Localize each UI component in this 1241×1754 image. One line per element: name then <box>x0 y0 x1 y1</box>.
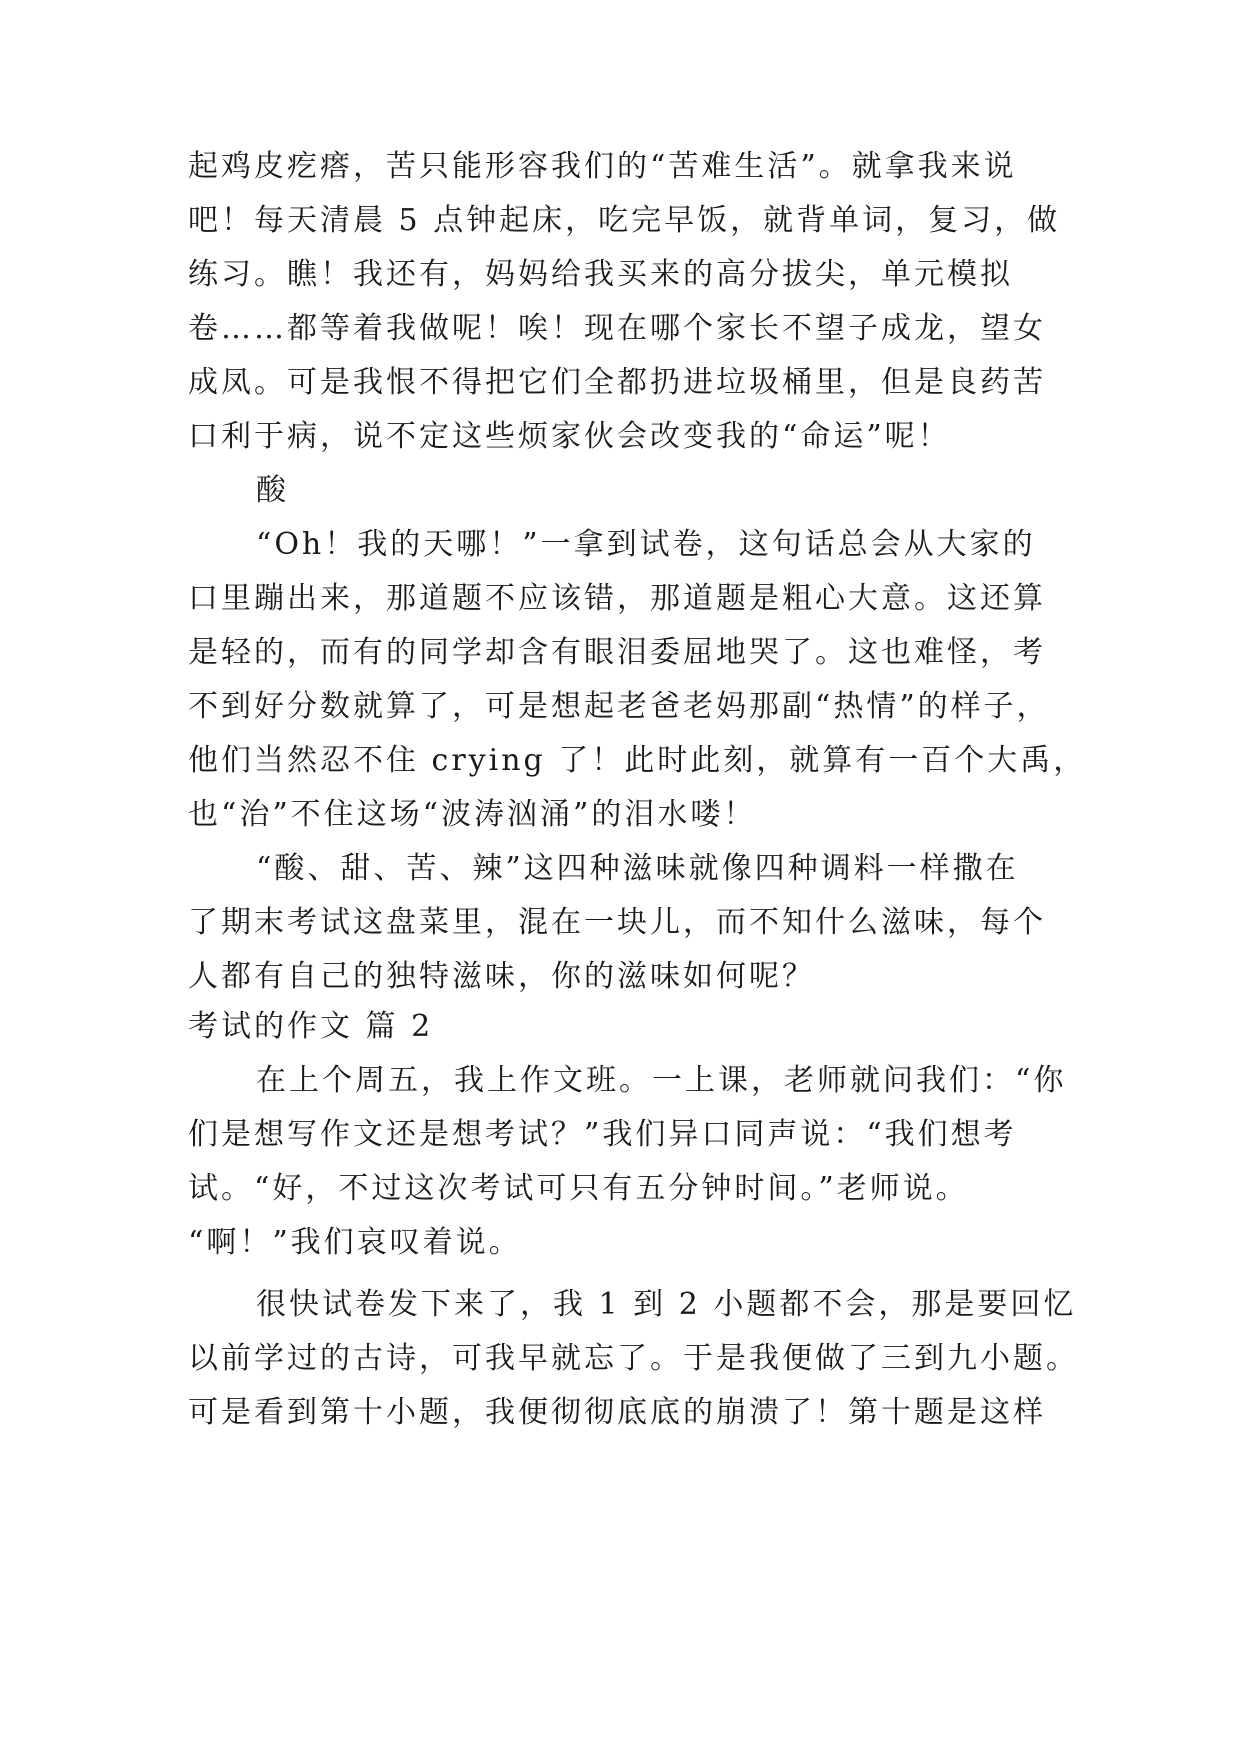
paragraph-line: 在上个周五，我上作文班。一上课，老师就问我们：“你 <box>256 1063 1067 1098</box>
paragraph-line: “啊！”我们哀叹着说。 <box>188 1225 522 1260</box>
paragraph-line: 可是看到第十小题，我便彻彻底底的崩溃了！第十题是这样 <box>188 1395 1046 1430</box>
paragraph-line: 很快试卷发下来了，我 1 到 2 小题都不会，那是要回忆 <box>256 1287 1077 1322</box>
paragraph-line: 他们当然忍不住 crying 了！此时此刻，就算有一百个大禹， <box>188 743 1087 778</box>
paragraph-line: 成凤。可是我恨不得把它们全都扔进垃圾桶里，但是良药苦 <box>188 365 1046 400</box>
paragraph-line: 是轻的，而有的同学却含有眼泪委屈地哭了。这也难怪，考 <box>188 635 1046 670</box>
paragraph-line: 不到好分数就算了，可是想起老爸老妈那副“热情”的样子， <box>188 689 1050 724</box>
paragraph-line: 吧！每天清晨 5 点钟起床，吃完早饭，就背单词，复习，做 <box>188 203 1061 238</box>
paragraph-line: 口利于病，说不定这些烦家伙会改变我的“命运”呢！ <box>188 419 951 454</box>
paragraph-line: 练习。瞧！我还有，妈妈给我买来的高分拔尖，单元模拟 <box>188 257 1013 292</box>
paragraph-line: 们是想写作文还是想考试？”我们异口同声说：“我们想考 <box>188 1117 1017 1152</box>
paragraph-line: 以前学过的古诗，可我早就忘了。于是我便做了三到九小题。 <box>188 1341 1079 1376</box>
paragraph-line: “Oh！我的天哪！”一拿到试卷，这句话总会从大家的 <box>256 527 1036 562</box>
paragraph-line: “酸、甜、苦、辣”这四种滋味就像四种调料一样撒在 <box>256 851 1019 886</box>
paragraph-line: 试。“好，不过这次考试可只有五分钟时间。”老师说。 <box>188 1171 969 1206</box>
paragraph-line: 起鸡皮疙瘩，苦只能形容我们的“苦难生活”。就拿我来说 <box>188 149 1017 184</box>
paragraph-line: 卷……都等着我做呢！唉！现在哪个家长不望子成龙，望女 <box>188 311 1046 346</box>
paragraph-line: 了期末考试这盘菜里，混在一块儿，而不知什么滋味，每个 <box>188 905 1046 940</box>
article-title: 考试的作文 篇 2 <box>188 1009 434 1044</box>
section-heading: 酸 <box>256 473 289 508</box>
paragraph-line: 人都有自己的独特滋味，你的滋味如何呢？ <box>188 959 815 994</box>
paragraph-line: 口里蹦出来，那道题不应该错，那道题是粗心大意。这还算 <box>188 581 1046 616</box>
paragraph-line: 也“治”不住这场“波涛汹涌”的泪水喽！ <box>188 797 757 832</box>
